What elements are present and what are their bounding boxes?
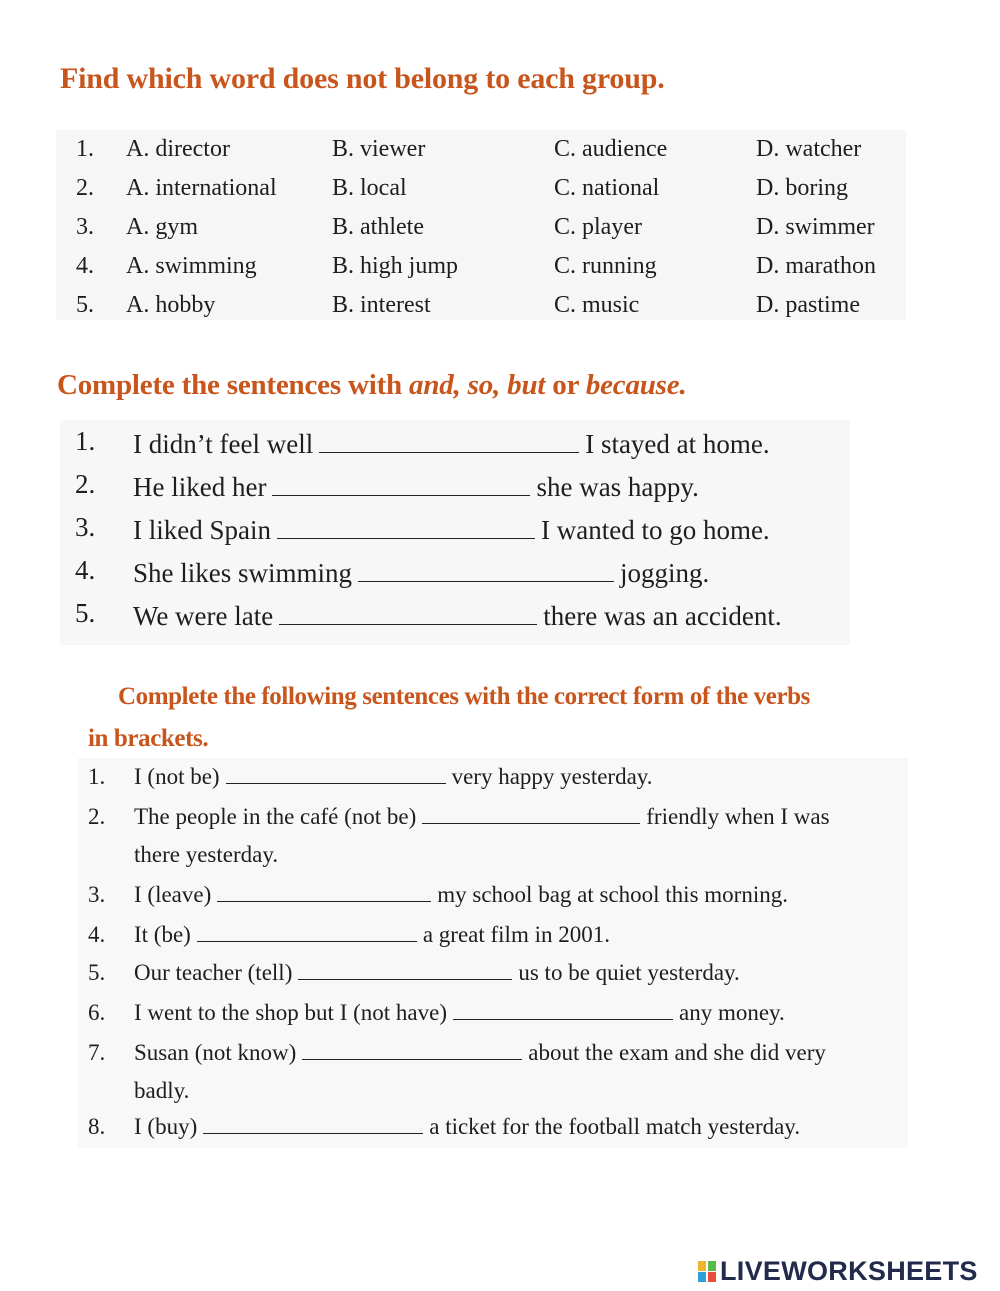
section2-list (60, 420, 850, 645)
sentence-continuation: there yesterday. (134, 842, 279, 867)
answer-blank[interactable] (302, 1037, 522, 1060)
answer-blank[interactable] (279, 598, 537, 625)
item-number: 2. (88, 804, 106, 829)
answer-blank[interactable] (453, 997, 673, 1020)
title-so: so (467, 369, 494, 401)
list-item (56, 208, 906, 247)
liveworksheets-logo (698, 1256, 978, 1286)
section3-list (78, 758, 908, 1148)
answer-blank[interactable] (203, 1111, 423, 1134)
item-number: 3. (75, 512, 96, 542)
item-number: 4. (75, 555, 96, 585)
sentence-start: I went to the shop but I (not have) (134, 1000, 447, 1025)
title-and: and (409, 369, 454, 401)
sentence-start: He liked her (133, 472, 267, 502)
title-line-2: in brackets. (88, 725, 209, 752)
item-number: 3. (76, 214, 94, 240)
list-item (60, 592, 850, 635)
option-d[interactable]: D. watcher (756, 136, 862, 162)
logo-text: LIVEWORKSHEETS (720, 1255, 978, 1286)
sentence-start: I didn’t feel well (133, 429, 314, 459)
sentence-end: friendly when I was (646, 804, 830, 829)
option-b[interactable]: B. viewer (332, 136, 426, 162)
item-number: 1. (76, 136, 94, 162)
logo-square-2 (708, 1261, 716, 1271)
title-comma-1: , (453, 369, 468, 401)
answer-blank[interactable] (319, 426, 579, 453)
option-c[interactable]: C. music (554, 292, 640, 318)
option-d[interactable]: D. swimmer (756, 214, 875, 240)
title-line-1: Complete the following sentences with the correct form of the verbs (118, 683, 810, 710)
option-a[interactable]: A. international (126, 175, 277, 201)
sentence-end: I wanted to go home. (540, 515, 770, 545)
sentence-end: there was an accident. (543, 601, 782, 631)
sentence-end: about the exam and she did very (528, 1040, 826, 1065)
sentence-start: Our teacher (tell) (134, 960, 293, 985)
item-number: 2. (75, 469, 96, 499)
option-b[interactable]: B. interest (332, 292, 431, 318)
section1-title: Find which word does not belong to each group. (60, 62, 665, 95)
option-b[interactable]: B. local (332, 175, 407, 201)
sentence-start: I (buy) (134, 1114, 198, 1139)
sentence-end: I stayed at home. (585, 429, 770, 459)
item-number: 1. (75, 426, 96, 456)
sentence-end: my school bag at school this morning. (437, 882, 788, 907)
section1-list (56, 130, 906, 320)
sentence-end: she was happy. (536, 472, 699, 502)
sentence-start: I (not be) (134, 764, 220, 789)
sentence-start: The people in the café (not be) (134, 804, 417, 829)
title-period: . (679, 369, 687, 401)
answer-blank[interactable] (197, 919, 417, 942)
item-number: 3. (88, 882, 106, 907)
title-prefix: Complete the sentences with (57, 369, 410, 401)
sentence-end: a ticket for the football match yesterday. (429, 1114, 801, 1139)
list-item (56, 130, 906, 169)
answer-blank[interactable] (422, 801, 640, 824)
item-number: 1. (88, 764, 106, 789)
list-item (56, 286, 906, 325)
item-number: 2. (76, 175, 94, 201)
list-item (56, 247, 906, 286)
sentence-end: jogging. (620, 558, 710, 588)
item-number: 5. (88, 960, 106, 985)
sentence-continuation: badly. (134, 1078, 190, 1103)
title-or: or (545, 369, 586, 401)
option-d[interactable]: D. marathon (756, 253, 876, 279)
item-number: 4. (88, 922, 106, 947)
answer-blank[interactable] (272, 469, 530, 496)
logo-square-3 (698, 1272, 706, 1282)
sentence-end: a great film in 2001. (422, 922, 610, 947)
sentence-start: She likes swimming (133, 558, 353, 588)
option-b[interactable]: B. high jump (332, 253, 459, 279)
title-comma-2: , (493, 369, 508, 401)
option-a[interactable]: A. gym (126, 214, 198, 240)
sentence-end: very happy yesterday. (451, 764, 653, 789)
section2-title (57, 369, 687, 402)
answer-blank[interactable] (298, 957, 512, 980)
sentence-end: any money. (678, 1000, 785, 1025)
item-number: 5. (76, 292, 94, 318)
logo-square-4 (708, 1272, 716, 1282)
title-but: but (507, 369, 546, 401)
option-b[interactable]: B. athlete (332, 214, 424, 240)
sentence-end: us to be quiet yesterday. (518, 960, 740, 985)
item-number: 5. (75, 598, 96, 628)
option-c[interactable]: C. audience (554, 136, 668, 162)
sentence-start: We were late (133, 601, 274, 631)
answer-blank[interactable] (217, 879, 431, 902)
title-because: because (585, 369, 680, 401)
option-c[interactable]: C. national (554, 175, 660, 201)
option-d[interactable]: D. boring (756, 175, 848, 201)
item-number: 6. (88, 1000, 106, 1025)
option-d[interactable]: D. pastime (756, 292, 860, 318)
option-a[interactable]: A. swimming (126, 253, 257, 279)
sentence-start: I liked Spain (133, 515, 271, 545)
list-item (60, 506, 850, 549)
logo-square-1 (698, 1261, 706, 1271)
item-number: 8. (88, 1114, 106, 1139)
sentence-start: I (leave) (134, 882, 212, 907)
answer-blank[interactable] (277, 512, 535, 539)
section3-title (88, 676, 948, 760)
answer-blank[interactable] (358, 555, 614, 582)
item-number: 7. (88, 1040, 106, 1065)
option-c[interactable]: C. running (554, 253, 657, 279)
logo-grid-icon (698, 1259, 718, 1283)
list-item (60, 420, 850, 463)
list-item (56, 169, 906, 208)
item-number: 4. (76, 253, 94, 279)
list-item (60, 549, 850, 592)
answer-blank[interactable] (226, 761, 446, 784)
list-item (60, 463, 850, 506)
option-a[interactable]: A. hobby (126, 292, 216, 318)
sentence-start: It (be) (134, 922, 191, 947)
sentence-start: Susan (not know) (134, 1040, 297, 1065)
option-c[interactable]: C. player (554, 214, 642, 240)
option-a[interactable]: A. director (126, 136, 230, 162)
